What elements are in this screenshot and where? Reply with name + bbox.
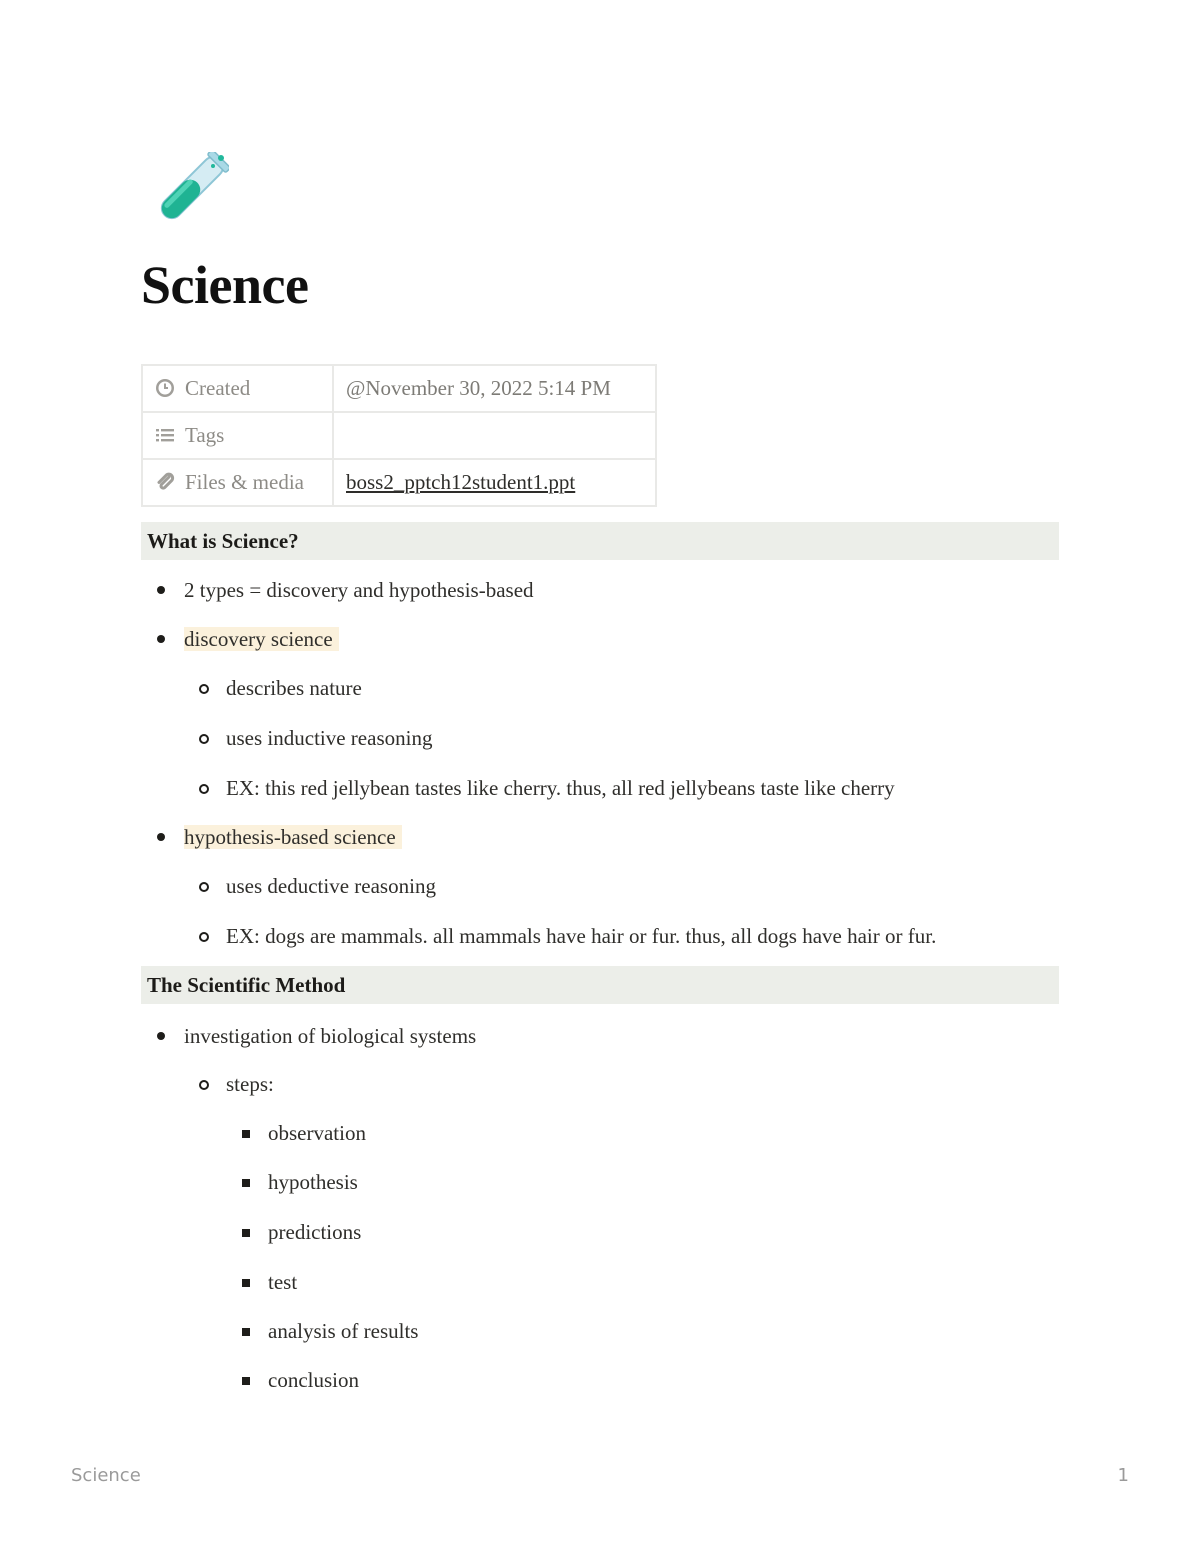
list-item-step: conclusion <box>268 1368 359 1392</box>
list-item: 2 types = discovery and hypothesis-based <box>184 578 534 602</box>
page-title: Science <box>141 255 309 315</box>
list-item-step: test <box>268 1270 298 1294</box>
bullet-square <box>242 1328 250 1336</box>
bullet-disc <box>157 586 165 594</box>
property-key <box>142 412 333 459</box>
paperclip-icon <box>155 472 175 492</box>
list-item-step: observation <box>268 1121 366 1145</box>
bullet-square <box>242 1377 250 1385</box>
property-row-tags <box>142 412 656 459</box>
bullet-square <box>242 1229 250 1237</box>
bullet-disc <box>157 635 165 643</box>
section-heading-what-is-science: What is Science? <box>141 522 1059 560</box>
list-item: EX: dogs are mammals. all mammals have hair or fur. thus, all dogs have hair or fur. <box>226 924 937 948</box>
property-row-created <box>142 365 656 412</box>
list-item: EX: this red jellybean tastes like cherry. thus, all red jellybeans taste like cherry <box>226 776 895 800</box>
list-item: describes nature <box>226 676 362 700</box>
list-item <box>184 624 339 654</box>
property-key-label: Created <box>185 376 251 400</box>
bullet-disc <box>157 833 165 841</box>
bullet-circle <box>199 734 209 744</box>
highlight-discovery-science: discovery science <box>184 627 339 651</box>
highlight-hypothesis-based-science: hypothesis-based science <box>184 825 402 849</box>
list-item: steps: <box>226 1072 274 1096</box>
bullet-square <box>242 1179 250 1187</box>
test-tube-icon <box>143 152 229 236</box>
property-key <box>142 365 333 412</box>
list-item: uses deductive reasoning <box>226 874 436 898</box>
bullet-disc <box>157 1032 165 1040</box>
property-key-label: Files & media <box>185 470 304 494</box>
footer-title: Science <box>71 1465 141 1486</box>
bullet-square <box>242 1279 250 1287</box>
list-item-step: hypothesis <box>268 1170 358 1194</box>
list-item <box>184 822 402 852</box>
files-value <box>333 459 656 506</box>
list-icon <box>155 425 175 445</box>
property-key-label: Tags <box>185 423 225 447</box>
property-key <box>142 459 333 506</box>
bullet-circle <box>199 684 209 694</box>
tags-value[interactable] <box>333 412 656 459</box>
property-row-files <box>142 459 656 506</box>
bullet-circle <box>199 932 209 942</box>
bullet-circle <box>199 882 209 892</box>
created-value: @November 30, 2022 5:14 PM <box>333 365 656 412</box>
list-item-step: predictions <box>268 1220 362 1244</box>
clock-icon <box>155 378 175 398</box>
bullet-square <box>242 1130 250 1138</box>
list-item: investigation of biological systems <box>184 1024 477 1048</box>
file-link[interactable]: boss2_pptch12student1.ppt <box>346 470 576 494</box>
section-heading-scientific-method: The Scientific Method <box>141 966 1059 1004</box>
bullet-circle <box>199 784 209 794</box>
bullet-circle <box>199 1080 209 1090</box>
list-item: uses inductive reasoning <box>226 726 433 750</box>
properties-table <box>141 364 657 507</box>
page-number: 1 <box>1117 1465 1129 1486</box>
list-item-step: analysis of results <box>268 1319 419 1343</box>
